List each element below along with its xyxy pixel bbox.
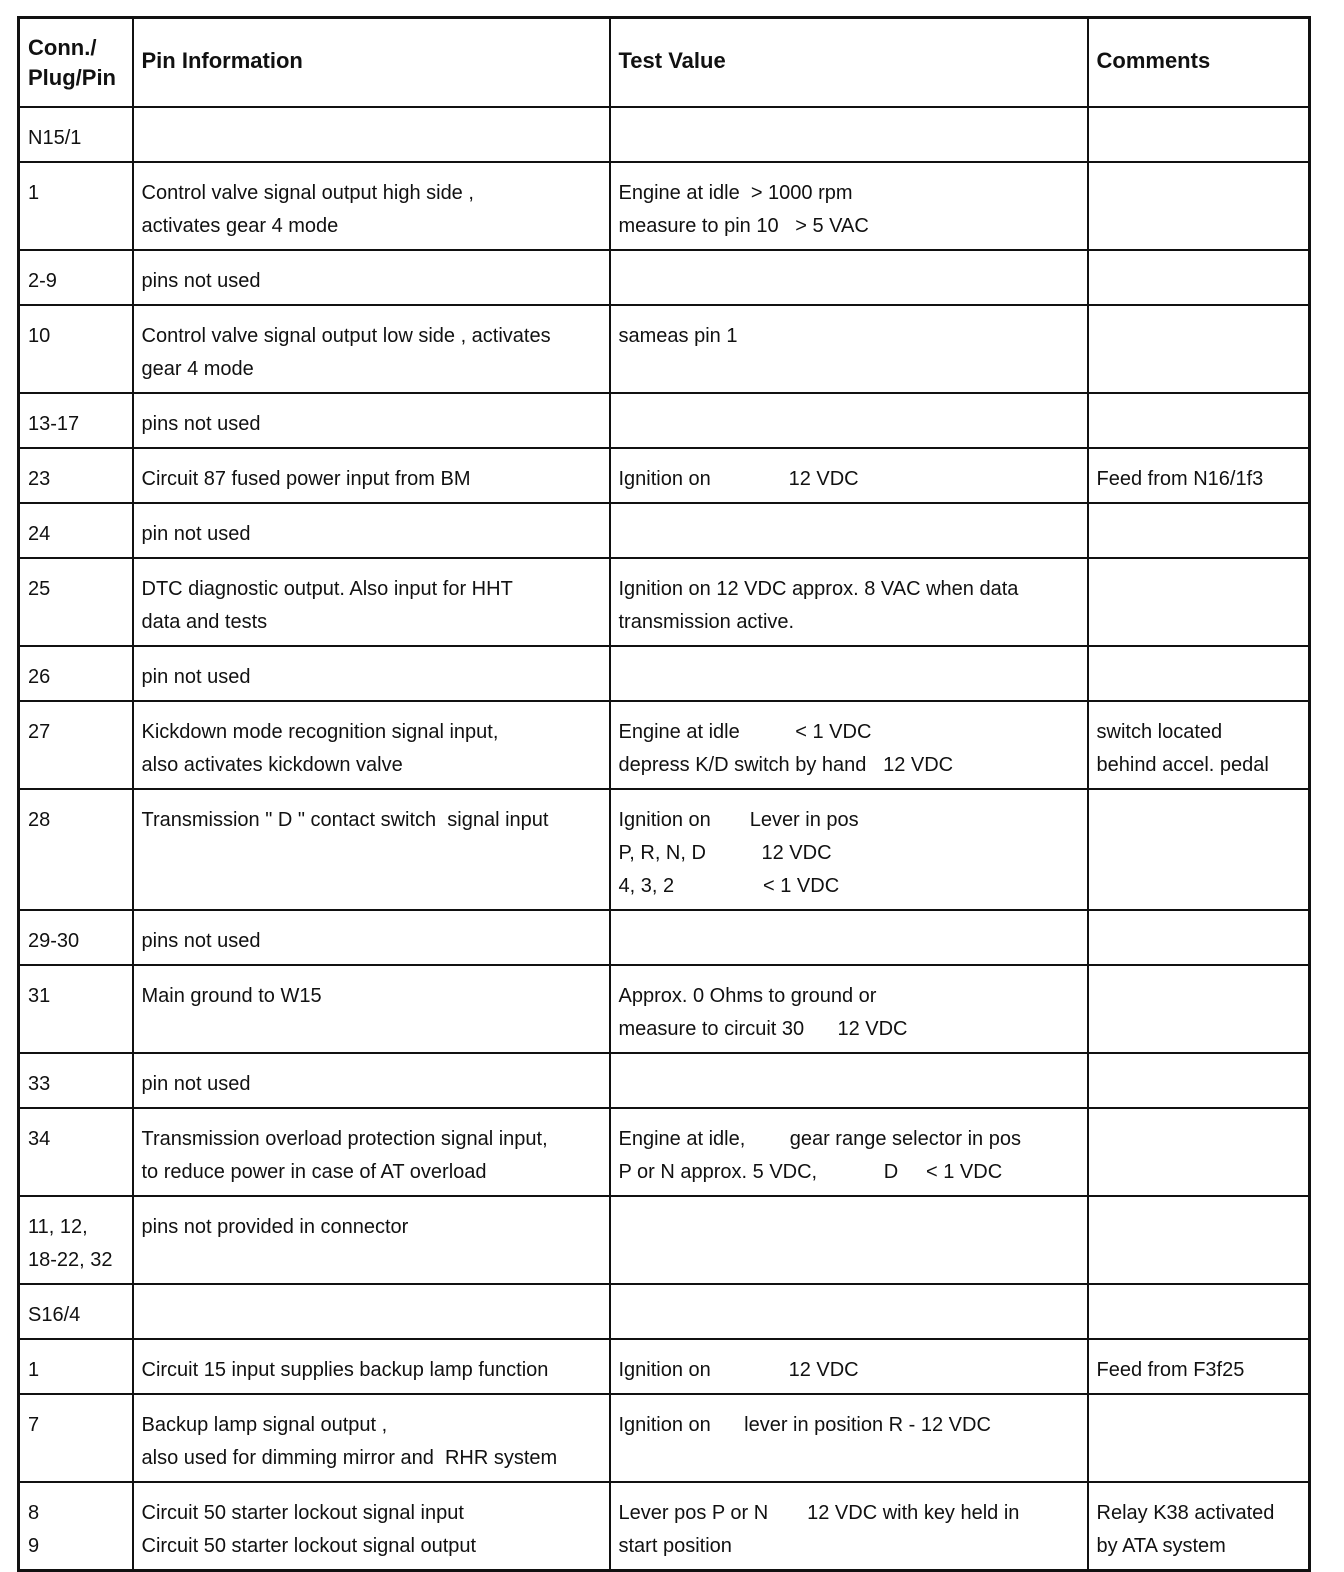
table-row [19, 646, 1310, 701]
table-row [19, 910, 1310, 965]
cell-test-value: Engine at idle > 1000 rpm measure to pin 10 > 5 VAC [610, 162, 1088, 250]
cell-comments: switch located behind accel. pedal [1088, 701, 1310, 789]
header-comments: Comments [1088, 18, 1310, 107]
cell-test-value: Engine at idle, gear range selector in pos P or N approx. 5 VDC, D < 1 VDC [610, 1108, 1088, 1196]
header-row [19, 18, 1310, 107]
pin-table-sheet [17, 16, 1308, 1572]
cell-comments [1088, 646, 1310, 701]
cell-conn-plug-pin: 1 [19, 1339, 133, 1394]
cell-pin-information: pins not provided in connector [133, 1196, 610, 1284]
cell-pin-information: Kickdown mode recognition signal input, also activates kickdown valve [133, 701, 610, 789]
cell-test-value: Lever pos P or N 12 VDC with key held in start position [610, 1482, 1088, 1571]
cell-test-value [610, 1196, 1088, 1284]
cell-pin-information: Circuit 15 input supplies backup lamp function [133, 1339, 610, 1394]
cell-conn-plug-pin: 24 [19, 503, 133, 558]
table-row [19, 1482, 1310, 1571]
cell-comments [1088, 250, 1310, 305]
cell-pin-information: pin not used [133, 646, 610, 701]
table-row [19, 393, 1310, 448]
cell-comments [1088, 789, 1310, 910]
table-row [19, 162, 1310, 250]
cell-conn-plug-pin: 10 [19, 305, 133, 393]
cell-conn-plug-pin: 29-30 [19, 910, 133, 965]
cell-conn-plug-pin: 8 9 [19, 1482, 133, 1571]
cell-comments [1088, 162, 1310, 250]
table-row [19, 1196, 1310, 1284]
table-row [19, 1339, 1310, 1394]
table-row [19, 448, 1310, 503]
cell-comments [1088, 503, 1310, 558]
cell-test-value: Ignition on 12 VDC approx. 8 VAC when data transmission active. [610, 558, 1088, 646]
cell-test-value: Ignition on lever in position R - 12 VDC [610, 1394, 1088, 1482]
table-row [19, 305, 1310, 393]
cell-test-value [610, 646, 1088, 701]
cell-conn-plug-pin: 28 [19, 789, 133, 910]
cell-conn-plug-pin: 1 [19, 162, 133, 250]
cell-pin-information: Main ground to W15 [133, 965, 610, 1053]
cell-conn-plug-pin: 2-9 [19, 250, 133, 305]
table-row [19, 1394, 1310, 1482]
cell-test-value: sameas pin 1 [610, 305, 1088, 393]
cell-comments [1088, 1108, 1310, 1196]
cell-comments [1088, 558, 1310, 646]
header-test-value: Test Value [610, 18, 1088, 107]
cell-conn-plug-pin: 34 [19, 1108, 133, 1196]
cell-comments [1088, 965, 1310, 1053]
cell-comments [1088, 910, 1310, 965]
cell-pin-information: Circuit 87 fused power input from BM [133, 448, 610, 503]
cell-test-value [610, 107, 1088, 162]
cell-test-value [610, 1284, 1088, 1339]
cell-conn-plug-pin: 33 [19, 1053, 133, 1108]
cell-comments [1088, 305, 1310, 393]
cell-conn-plug-pin: 23 [19, 448, 133, 503]
cell-comments [1088, 1284, 1310, 1339]
cell-comments [1088, 1053, 1310, 1108]
table-row [19, 107, 1310, 162]
cell-pin-information: Transmission overload protection signal input, to reduce power in case of AT overload [133, 1108, 610, 1196]
table-row [19, 1284, 1310, 1339]
cell-pin-information: pins not used [133, 393, 610, 448]
cell-pin-information: pins not used [133, 910, 610, 965]
cell-conn-plug-pin: 27 [19, 701, 133, 789]
cell-comments [1088, 1394, 1310, 1482]
cell-pin-information: pin not used [133, 503, 610, 558]
cell-test-value [610, 393, 1088, 448]
table-row [19, 789, 1310, 910]
table-row [19, 250, 1310, 305]
cell-pin-information: Control valve signal output high side , activates gear 4 mode [133, 162, 610, 250]
cell-pin-information: Control valve signal output low side , activates gear 4 mode [133, 305, 610, 393]
cell-test-value [610, 503, 1088, 558]
cell-comments: Relay K38 activated by ATA system [1088, 1482, 1310, 1571]
cell-test-value [610, 250, 1088, 305]
cell-test-value: Ignition on 12 VDC [610, 1339, 1088, 1394]
pin-table-body [19, 107, 1310, 1571]
cell-pin-information: DTC diagnostic output. Also input for HHT data and tests [133, 558, 610, 646]
cell-conn-plug-pin: 13-17 [19, 393, 133, 448]
cell-conn-plug-pin: N15/1 [19, 107, 133, 162]
cell-conn-plug-pin: 26 [19, 646, 133, 701]
header-pin-information: Pin Information [133, 18, 610, 107]
cell-pin-information: Circuit 50 starter lockout signal input Circuit 50 starter lockout signal output [133, 1482, 610, 1571]
header-conn-plug-pin: Conn./ Plug/Pin [19, 18, 133, 107]
cell-conn-plug-pin: S16/4 [19, 1284, 133, 1339]
cell-test-value: Ignition on Lever in pos P, R, N, D 12 VDC 4, 3, 2 < 1 VDC [610, 789, 1088, 910]
cell-test-value [610, 910, 1088, 965]
cell-pin-information [133, 1284, 610, 1339]
cell-test-value: Engine at idle < 1 VDC depress K/D switch by hand 12 VDC [610, 701, 1088, 789]
cell-pin-information: pins not used [133, 250, 610, 305]
table-row [19, 1108, 1310, 1196]
cell-test-value [610, 1053, 1088, 1108]
cell-conn-plug-pin: 11, 12, 18-22, 32 [19, 1196, 133, 1284]
cell-pin-information [133, 107, 610, 162]
pin-table [17, 16, 1311, 1572]
cell-pin-information: pin not used [133, 1053, 610, 1108]
cell-comments: Feed from F3f25 [1088, 1339, 1310, 1394]
cell-comments [1088, 393, 1310, 448]
cell-conn-plug-pin: 7 [19, 1394, 133, 1482]
table-row [19, 558, 1310, 646]
table-row [19, 965, 1310, 1053]
table-row [19, 701, 1310, 789]
cell-pin-information: Backup lamp signal output , also used for dimming mirror and RHR system [133, 1394, 610, 1482]
cell-comments [1088, 107, 1310, 162]
cell-comments: Feed from N16/1f3 [1088, 448, 1310, 503]
cell-comments [1088, 1196, 1310, 1284]
cell-test-value: Approx. 0 Ohms to ground or measure to circuit 30 12 VDC [610, 965, 1088, 1053]
cell-test-value: Ignition on 12 VDC [610, 448, 1088, 503]
table-row [19, 503, 1310, 558]
table-row [19, 1053, 1310, 1108]
cell-conn-plug-pin: 31 [19, 965, 133, 1053]
cell-conn-plug-pin: 25 [19, 558, 133, 646]
cell-pin-information: Transmission " D " contact switch signal input [133, 789, 610, 910]
